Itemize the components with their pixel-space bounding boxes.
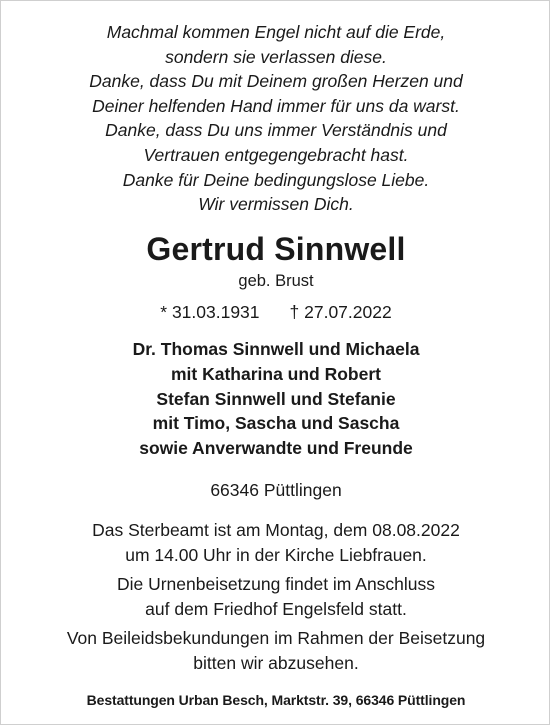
poem-line: Danke, dass Du mit Deinem großen Herzen und bbox=[89, 71, 463, 92]
location: 66346 Püttlingen bbox=[210, 480, 342, 500]
condolence-line: bitten wir abzusehen. bbox=[193, 652, 359, 673]
deceased-name: Gertrud Sinnwell bbox=[146, 231, 406, 267]
maiden-name: geb. Brust bbox=[238, 272, 314, 290]
urn-burial-info bbox=[1, 572, 550, 621]
poem-line: Deiner helfenden Hand immer für uns da warst. bbox=[92, 95, 460, 116]
death-date: † 27.07.2022 bbox=[289, 302, 392, 322]
urn-burial-line: Die Urnenbeisetzung findet im Anschluss bbox=[116, 574, 436, 594]
poem-line: Danke, dass Du uns immer Verständnis und bbox=[105, 120, 447, 141]
urn-burial-line: auf dem Friedhof Engelsfeld statt. bbox=[145, 598, 407, 619]
service-line: um 14.00 Uhr in der Kirche Liebfrauen. bbox=[125, 544, 427, 565]
mourners-list bbox=[1, 337, 550, 461]
poem-line: Machmal kommen Engel nicht auf die Erde, bbox=[106, 22, 446, 42]
service-line: Das Sterbeamt ist am Montag, dem 08.08.2022 bbox=[92, 520, 460, 540]
mourner-line: Stefan Sinnwell und Stefanie bbox=[156, 388, 396, 409]
poem-line: sondern sie verlassen diese. bbox=[165, 46, 387, 67]
funeral-home-footer: Bestattungen Urban Besch, Marktstr. 39, 66346 Püttlingen bbox=[86, 692, 466, 708]
mourner-line: Dr. Thomas Sinnwell und Michaela bbox=[132, 339, 420, 359]
condolence-note bbox=[1, 626, 550, 675]
mourner-line: mit Katharina und Robert bbox=[170, 363, 381, 384]
condolence-line: Von Beileidsbekundungen im Rahmen der Beisetzung bbox=[66, 628, 486, 648]
life-dates bbox=[1, 299, 550, 325]
service-info bbox=[1, 518, 550, 567]
poem-line: Danke für Deine bedingungslose Liebe. bbox=[122, 169, 430, 190]
mourner-line: sowie Anverwandte und Freunde bbox=[139, 438, 413, 459]
poem-line: Vertrauen entgegengebracht hast. bbox=[143, 144, 409, 165]
memorial-poem bbox=[1, 20, 550, 217]
mourner-line: mit Timo, Sascha und Sascha bbox=[152, 413, 400, 434]
birth-date: * 31.03.1931 bbox=[160, 302, 260, 322]
poem-line: Wir vermissen Dich. bbox=[198, 194, 354, 215]
